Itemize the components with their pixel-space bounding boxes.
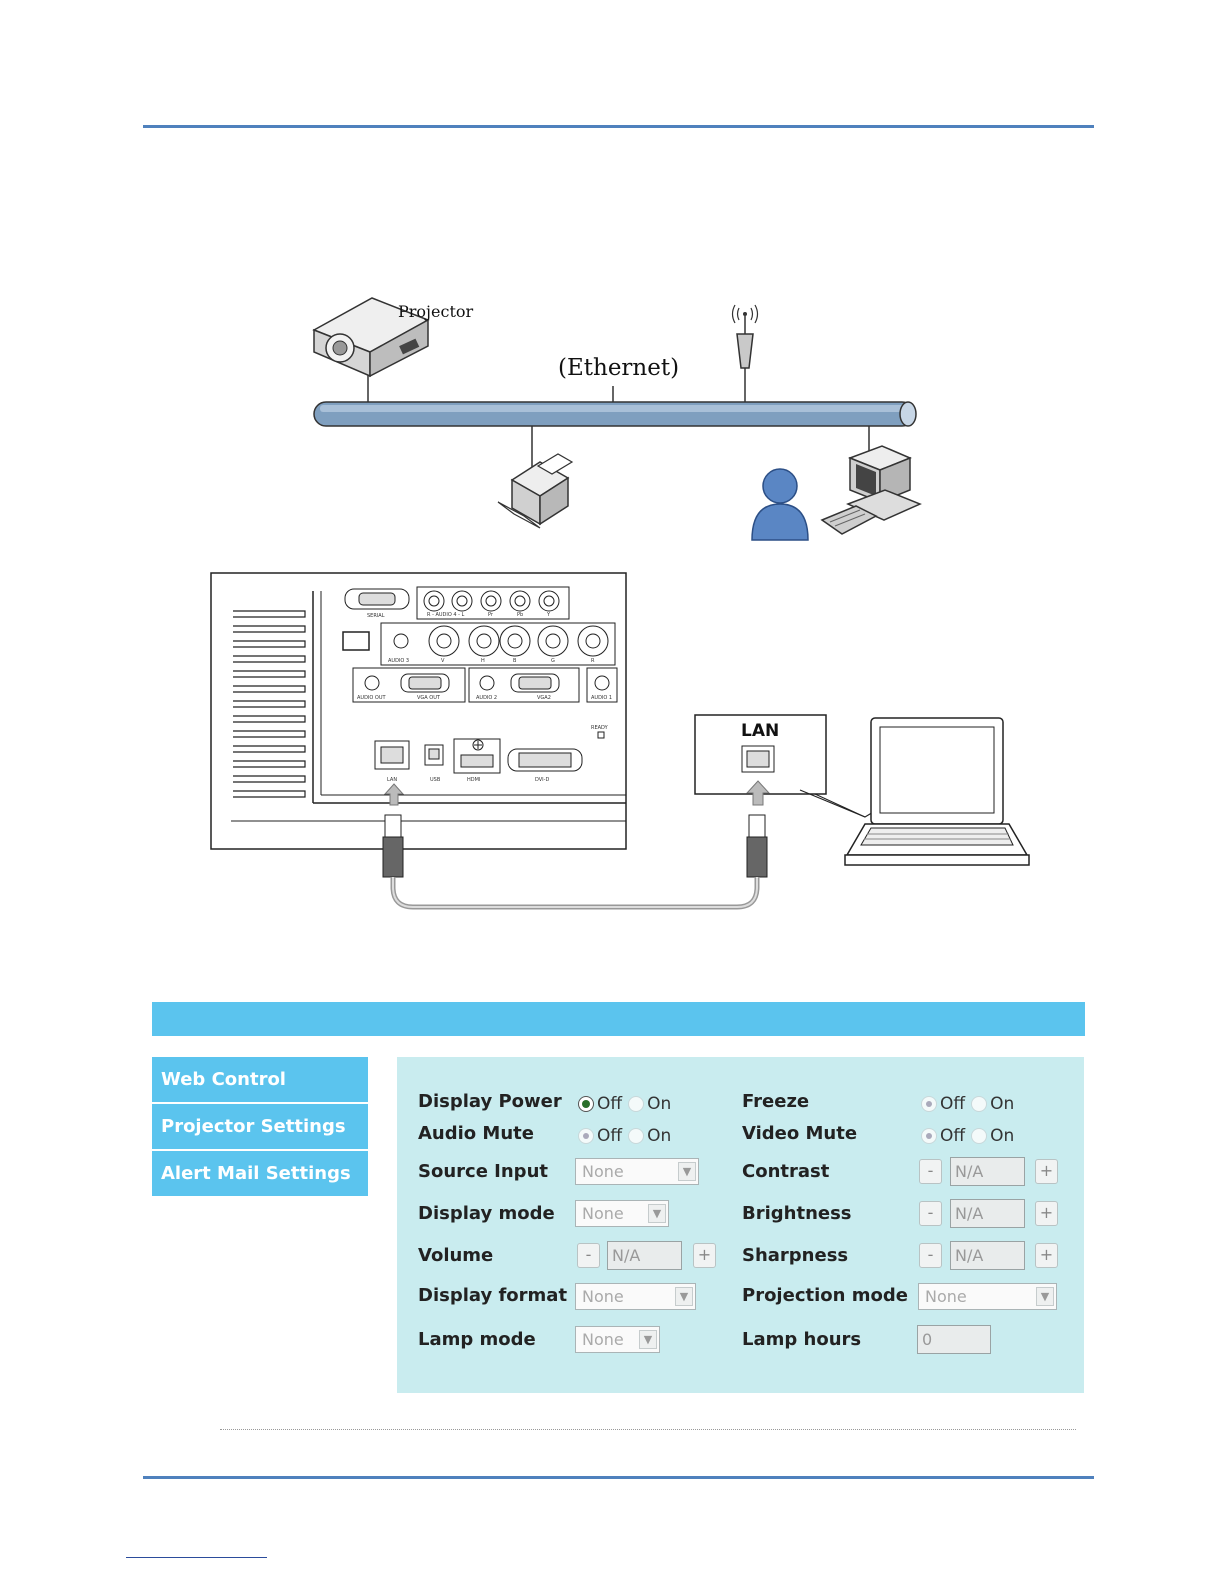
svg-text:VGA2: VGA2 <box>537 695 551 701</box>
lamp-mode-label: Lamp mode <box>418 1329 536 1350</box>
svg-text:HDMI: HDMI <box>467 777 481 783</box>
antenna-icon <box>733 305 758 368</box>
volume-value: N/A <box>607 1241 682 1270</box>
brightness-decrease-button[interactable]: - <box>919 1201 942 1226</box>
volume-decrease-button[interactable]: - <box>577 1243 600 1268</box>
web-control-panel <box>397 1057 1084 1393</box>
svg-text:READY: READY <box>591 725 608 731</box>
svg-text:AUDIO 1: AUDIO 1 <box>591 695 613 701</box>
svg-text:H: H <box>481 658 485 664</box>
audio-mute-off-radio[interactable] <box>578 1128 594 1144</box>
source-input-label: Source Input <box>418 1161 548 1182</box>
display-mode-label: Display mode <box>418 1203 555 1224</box>
projector-label: Projector <box>398 302 474 321</box>
sharpness-label: Sharpness <box>742 1245 849 1266</box>
lamp-mode-select[interactable]: None ▼ <box>575 1326 660 1353</box>
display-format-select[interactable]: None ▼ <box>575 1283 696 1310</box>
lan-callout-label: LAN <box>741 721 780 741</box>
contrast-increase-button[interactable]: + <box>1035 1159 1058 1184</box>
laptop-icon <box>845 718 1029 865</box>
header-rule <box>143 125 1094 128</box>
projection-mode-label: Projection mode <box>742 1285 908 1306</box>
rear-panel <box>211 573 626 849</box>
svg-text:R: R <box>591 658 595 664</box>
display-mode-select[interactable]: None ▼ <box>575 1200 669 1227</box>
brightness-increase-button[interactable]: + <box>1035 1201 1058 1226</box>
ethernet-label: (Ethernet) <box>558 355 680 381</box>
volume-label: Volume <box>418 1245 494 1266</box>
sidebar-item-alert-mail-settings[interactable]: Alert Mail Settings <box>152 1151 368 1196</box>
user-icon <box>752 469 808 540</box>
volume-increase-button[interactable]: + <box>693 1243 716 1268</box>
freeze-label: Freeze <box>742 1091 810 1112</box>
lamp-hours-value: 0 <box>917 1325 991 1354</box>
svg-text:Pb: Pb <box>517 612 524 618</box>
svg-text:AUDIO 2: AUDIO 2 <box>476 695 498 701</box>
svg-text:LAN: LAN <box>387 777 398 783</box>
video-mute-radios: Off On <box>921 1126 1020 1146</box>
contrast-value: N/A <box>950 1157 1025 1186</box>
freeze-off-radio[interactable] <box>921 1096 937 1112</box>
display-power-label: Display Power <box>418 1091 562 1112</box>
display-power-on-radio[interactable] <box>628 1096 644 1112</box>
chevron-down-icon: ▼ <box>639 1330 657 1349</box>
svg-text:USB: USB <box>430 777 441 783</box>
sharpness-increase-button[interactable]: + <box>1035 1243 1058 1268</box>
freeze-on-radio[interactable] <box>971 1096 987 1112</box>
display-power-radios: Off On <box>578 1094 677 1114</box>
web-ui-header-bar <box>152 1002 1085 1036</box>
connection-diagram <box>205 565 1035 915</box>
sharpness-decrease-button[interactable]: - <box>919 1243 942 1268</box>
chevron-down-icon: ▼ <box>675 1287 693 1306</box>
dotted-separator <box>220 1429 1076 1430</box>
audio-mute-on-radio[interactable] <box>628 1128 644 1144</box>
video-mute-on-radio[interactable] <box>971 1128 987 1144</box>
brightness-value: N/A <box>950 1199 1025 1228</box>
projection-mode-select[interactable]: None ▼ <box>918 1283 1057 1310</box>
network-diagram <box>300 290 930 552</box>
source-input-select[interactable]: None ▼ <box>575 1158 699 1185</box>
svg-text:Pr: Pr <box>488 612 493 618</box>
computer-icon <box>822 446 920 534</box>
audio-mute-radios: Off On <box>578 1126 677 1146</box>
svg-text:R - AUDIO 4 - L: R - AUDIO 4 - L <box>427 612 465 618</box>
svg-text:Y: Y <box>547 612 551 618</box>
svg-text:VGA OUT: VGA OUT <box>417 695 440 701</box>
chevron-down-icon: ▼ <box>678 1162 696 1181</box>
svg-text:AUDIO 3: AUDIO 3 <box>388 658 410 664</box>
chevron-down-icon: ▼ <box>648 1204 666 1223</box>
contrast-decrease-button[interactable]: - <box>919 1159 942 1184</box>
svg-text:SERIAL: SERIAL <box>367 613 385 619</box>
video-mute-label: Video Mute <box>742 1123 858 1144</box>
freeze-radios: Off On <box>921 1094 1020 1114</box>
chevron-down-icon: ▼ <box>1036 1287 1054 1306</box>
svg-text:B: B <box>513 658 517 664</box>
footer-rule <box>143 1476 1094 1479</box>
page-footer-line <box>126 1557 267 1558</box>
display-power-off-radio[interactable] <box>578 1096 594 1112</box>
svg-text:G: G <box>551 658 555 664</box>
svg-text:DVI-D: DVI-D <box>535 777 550 783</box>
audio-mute-label: Audio Mute <box>418 1123 534 1144</box>
contrast-label: Contrast <box>742 1161 830 1182</box>
svg-text:AUDIO OUT: AUDIO OUT <box>357 695 386 701</box>
printer-icon <box>498 454 572 528</box>
video-mute-off-radio[interactable] <box>921 1128 937 1144</box>
brightness-label: Brightness <box>742 1203 852 1224</box>
web-ui-sidebar <box>152 1057 368 1198</box>
display-format-label: Display format <box>418 1285 568 1306</box>
svg-text:V: V <box>441 658 445 664</box>
sidebar-item-web-control[interactable]: Web Control <box>152 1057 368 1102</box>
sidebar-item-projector-settings[interactable]: Projector Settings <box>152 1104 368 1149</box>
lamp-hours-label: Lamp hours <box>742 1329 862 1350</box>
ethernet-bus <box>314 402 916 426</box>
sharpness-value: N/A <box>950 1241 1025 1270</box>
